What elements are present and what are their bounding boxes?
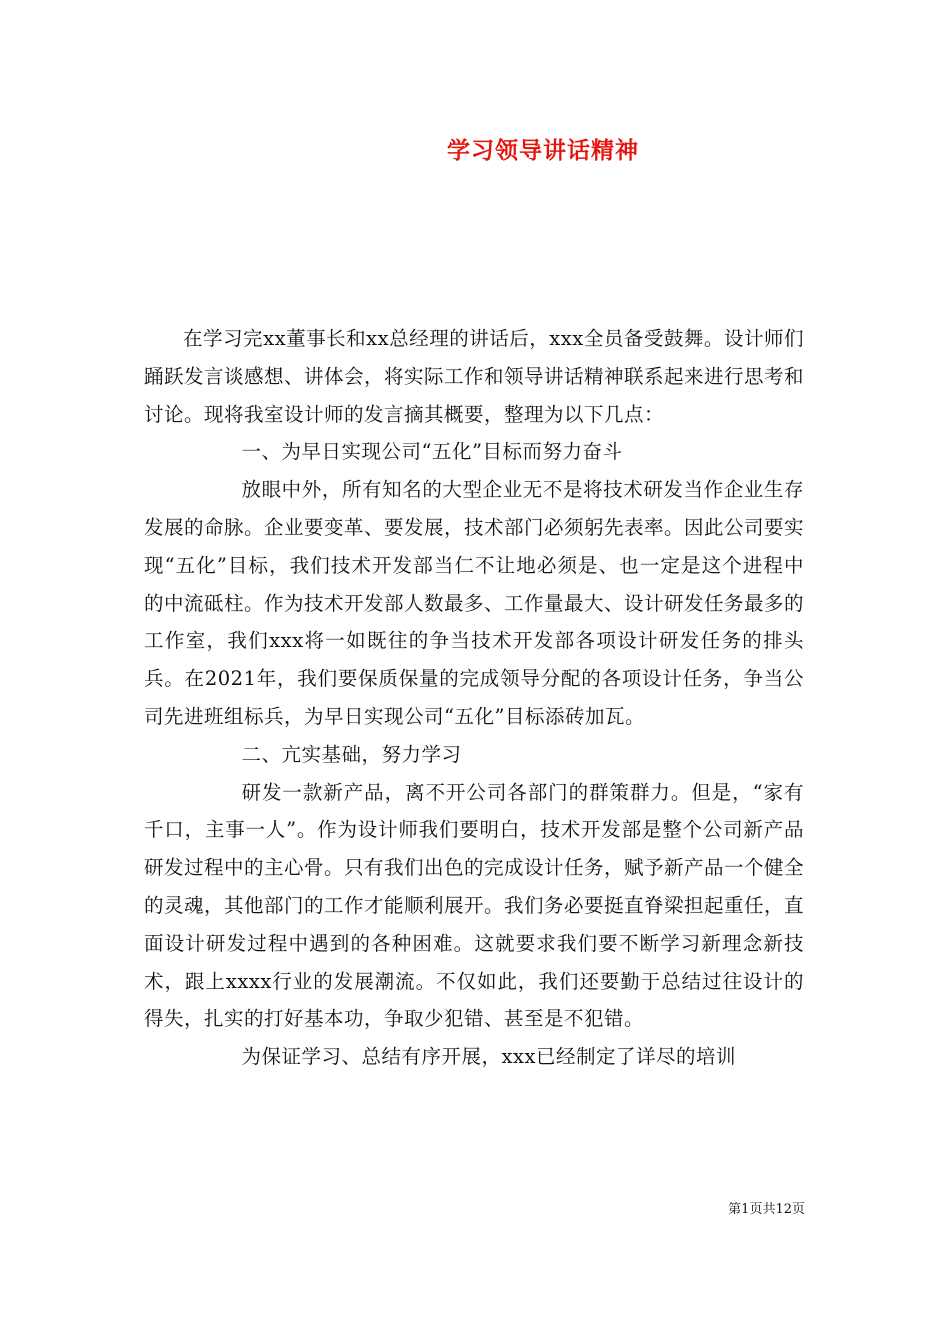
paragraph-training: 为保证学习、总结有序开展，xxx已经制定了详尽的培训 <box>241 1045 736 1069</box>
page-number: 第1页共12页 <box>728 1202 805 1217</box>
paragraph-intro: 在学习完xx董事长和xx总经理的讲话后，xxx全员备受鼓舞。设计师们踊跃发言谈感想、讲体会，将实际工作和领导讲话精神联系起来进行思考和讨论。现将我室设计师的发言摘其概要，整理为以下几点： <box>144 327 805 426</box>
document-title: 学习领导讲话精神 <box>447 137 639 164</box>
paragraph-section-1: 放眼中外，所有知名的大型企业无不是将技术研发当作企业生存发展的命脉。企业要变革、要发展，技术部门必须躬先表率。因此公司要实现“五化”目标，我们技术开发部当仁不让地必须是、也一定是这个进程中的中流砥柱。作为技术开发部人数最多、工作量最大、设计研发任务最多的工作室，我们xxx将一如既往的争当技术开发部各项设计研发任务的排头兵。在2021年，我们要保质保量的完成领导分配的各项设计任务，争当公司先进班组标兵，为早日实现公司“五化”目标添砖加瓦。 <box>144 478 805 728</box>
section-heading-1: 一、为早日实现公司“五化”目标而努力奋斗 <box>241 440 623 464</box>
section-heading-2: 二、亢实基础，努力学习 <box>241 742 462 766</box>
paragraph-section-2: 研发一款新产品，离不开公司各部门的群策群力。但是，“家有千口，主事一人”。作为设计师我们要明白，技术开发部是整个公司新产品研发过程中的主心骨。只有我们出色的完成设计任务，赋予新产品一个健全的灵魂，其他部门的工作才能顺利展开。我们务必要挺直脊梁担起重任，直面设计研发过程中遇到的各种困难。这就要求我们要不断学习新理念新技术，跟上xxxx行业的发展潮流。不仅如此，我们还要勤于总结过往设计的得失，扎实的打好基本功，争取少犯错、甚至是不犯错。 <box>144 780 805 1031</box>
document-body <box>144 320 804 1076</box>
